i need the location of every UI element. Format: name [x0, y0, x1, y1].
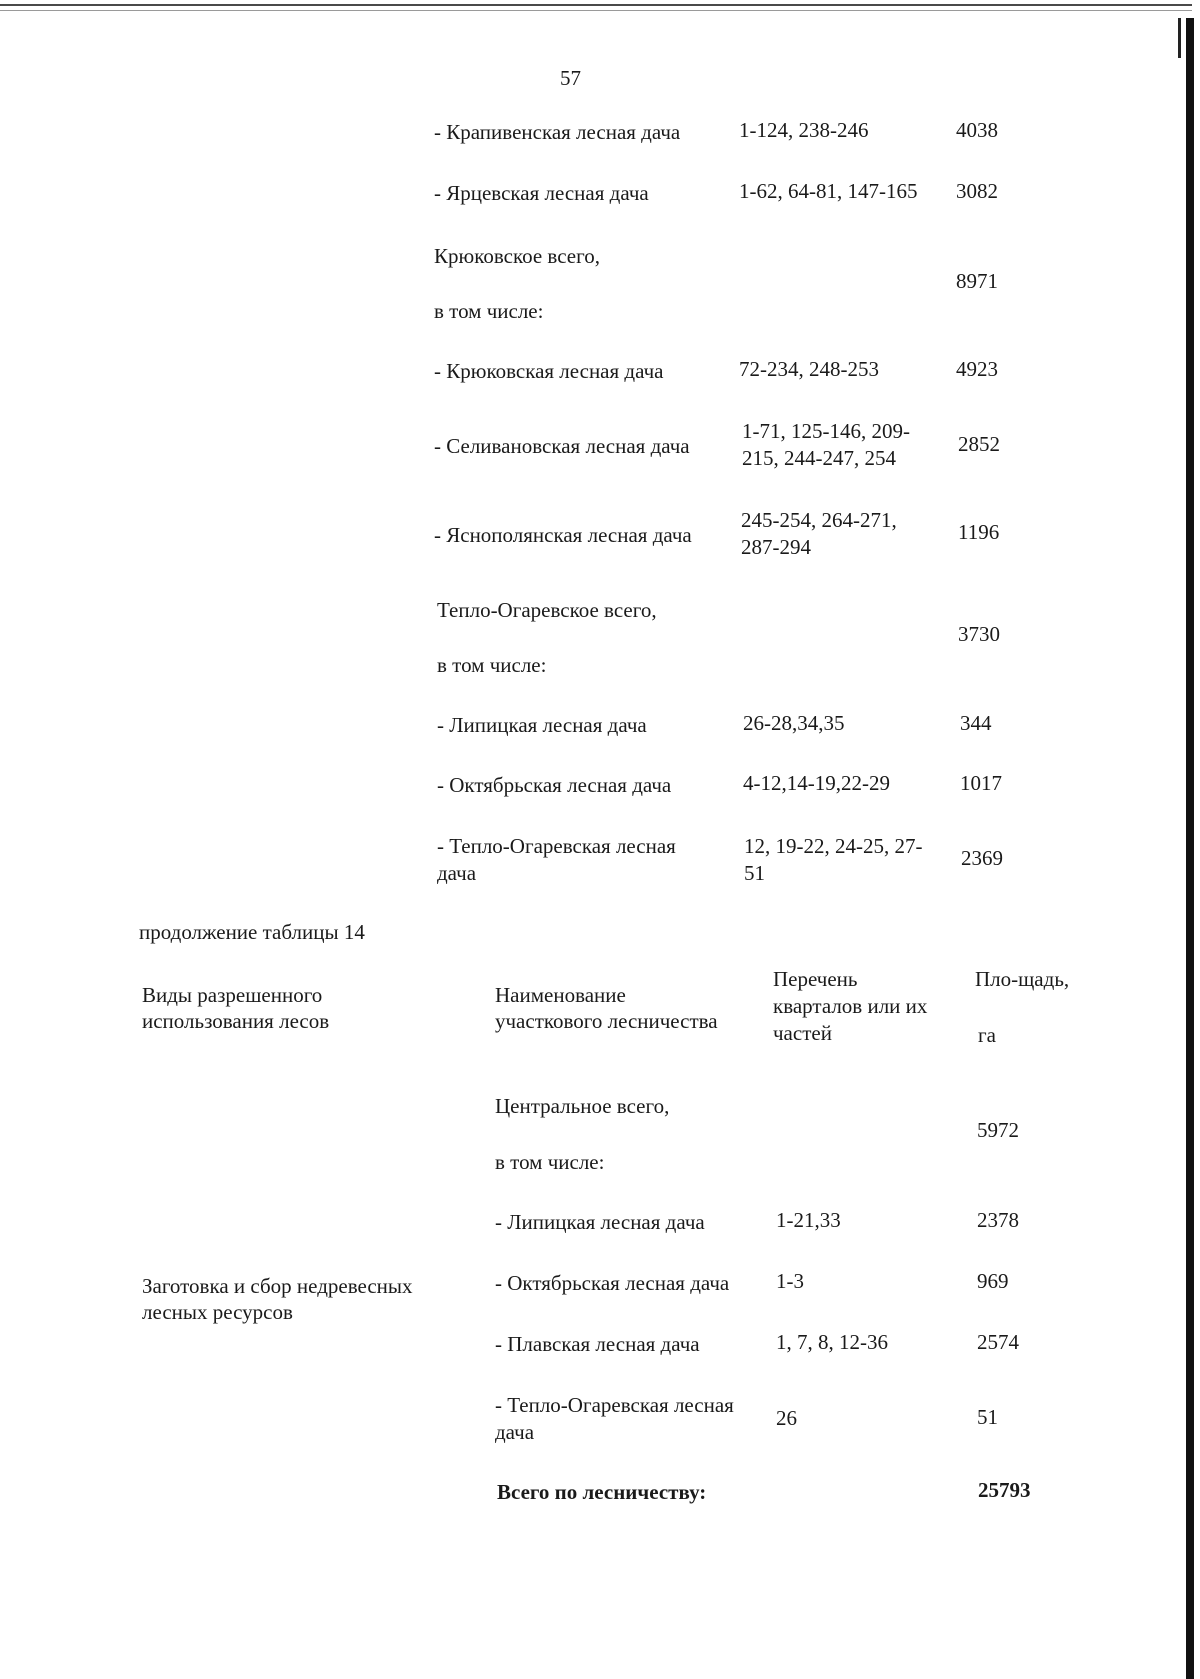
lot-name-cont: дача [495, 1420, 535, 1444]
subtotal-subtext: в том числе: [495, 1150, 605, 1174]
area-value: 1196 [958, 520, 1000, 544]
area-value: 2852 [958, 432, 1000, 456]
area-value: 2369 [961, 846, 1003, 870]
subtotal-subtext: в том числе: [437, 653, 547, 677]
quarters-list: 1-124, 238-246 [739, 118, 869, 142]
quarters-list: 72-234, 248-253 [739, 357, 879, 381]
use-type: лесных ресурсов [142, 1300, 293, 1324]
lot-name: - Крапивенская лесная дача [434, 120, 681, 144]
quarters-list: 26-28,34,35 [743, 711, 845, 735]
header-area: Пло-щадь, [975, 967, 1070, 991]
lot-name-cont: дача [437, 861, 477, 885]
quarters-list: 245-254, 264-271, [741, 508, 897, 532]
scan-border-right [1186, 18, 1194, 1679]
quarters-list: 1-21,33 [776, 1208, 841, 1232]
header-forestry: Наименование [495, 983, 626, 1007]
area-value: 5972 [977, 1118, 1019, 1142]
quarters-list: 287-294 [741, 535, 811, 559]
area-value: 4038 [956, 118, 998, 142]
header-quarters: Перечень [773, 967, 858, 991]
quarters-list: 1-71, 125-146, 209- [742, 419, 910, 443]
quarters-list: 26 [776, 1406, 797, 1430]
lot-name: - Октябрьская лесная дача [495, 1271, 730, 1295]
lot-name: - Липицкая лесная дача [437, 713, 647, 737]
scan-border-top [0, 4, 1192, 6]
scan-border-top-thin [0, 10, 1192, 11]
subtotal-subtext: в том числе: [434, 299, 544, 323]
lot-name: - Тепло-Огаревская лесная [495, 1393, 734, 1417]
lot-name: - Тепло-Огаревская лесная [437, 834, 676, 858]
quarters-list: 1-62, 64-81, 147-165 [739, 179, 918, 203]
page-number: 57 [560, 66, 581, 90]
area-value: 344 [960, 711, 992, 735]
use-type: Заготовка и сбор недревесных [142, 1274, 413, 1298]
area-value: 4923 [956, 357, 998, 381]
subtotal-name: Крюковское всего, [434, 244, 600, 268]
subtotal-name: Тепло-Огаревское всего, [437, 598, 657, 622]
quarters-list: 215, 244-247, 254 [742, 446, 896, 470]
quarters-list: 4-12,14-19,22-29 [743, 771, 890, 795]
area-value: 3082 [956, 179, 998, 203]
total-area: 25793 [978, 1478, 1031, 1502]
lot-name: - Яснополянская лесная дача [434, 523, 692, 547]
area-value: 2574 [977, 1330, 1019, 1354]
area-value: 2378 [977, 1208, 1019, 1232]
header-quarters: кварталов или их [773, 994, 928, 1018]
lot-name: - Октябрьская лесная дача [437, 773, 672, 797]
quarters-list: 1-3 [776, 1269, 804, 1293]
subtotal-name: Центральное всего, [495, 1094, 670, 1118]
quarters-list: 1, 7, 8, 12-36 [776, 1330, 888, 1354]
quarters-list: 51 [744, 861, 765, 885]
header-quarters: частей [773, 1021, 832, 1045]
area-value: 3730 [958, 622, 1000, 646]
quarters-list: 12, 19-22, 24-25, 27- [744, 834, 923, 858]
lot-name: - Селивановская лесная дача [434, 434, 690, 458]
scan-border-right-mark [1178, 18, 1181, 58]
lot-name: - Крюковская лесная дача [434, 359, 664, 383]
lot-name: - Липицкая лесная дача [495, 1210, 705, 1234]
area-value: 969 [977, 1269, 1009, 1293]
area-value: 1017 [960, 771, 1002, 795]
lot-name: - Плавская лесная дача [495, 1332, 700, 1356]
header-area-unit: га [978, 1023, 996, 1047]
area-value: 51 [977, 1405, 998, 1429]
header-use-type: Виды разрешенного [142, 983, 323, 1007]
header-forestry: участкового лесничества [495, 1009, 718, 1033]
total-label: Всего по лесничеству: [497, 1480, 707, 1504]
continuation-label: продолжение таблицы 14 [139, 920, 365, 944]
header-use-type: использования лесов [142, 1009, 330, 1033]
area-value: 8971 [956, 269, 998, 293]
lot-name: - Ярцевская лесная дача [434, 181, 649, 205]
